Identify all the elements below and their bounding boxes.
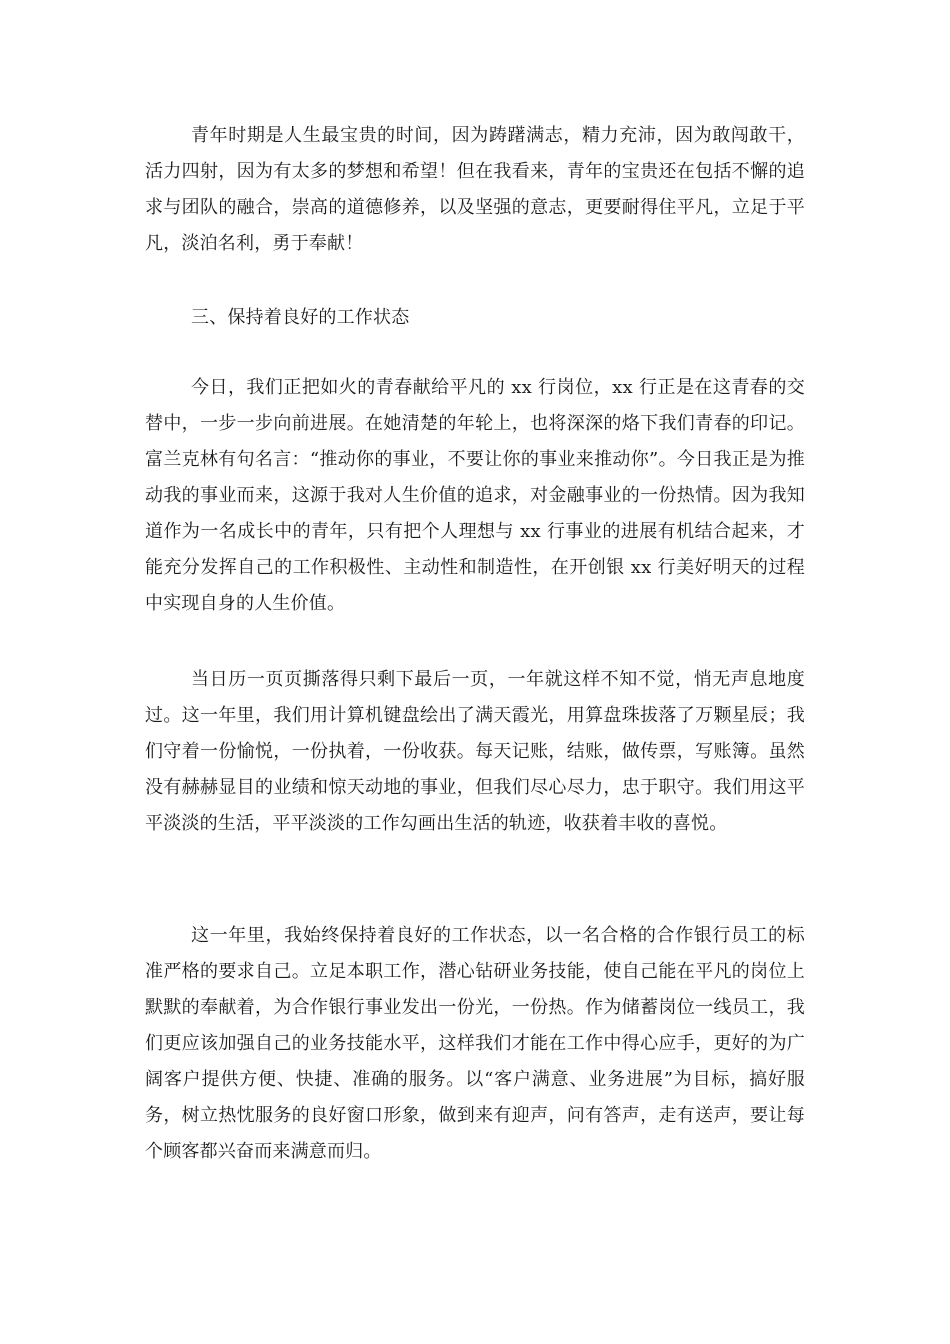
paragraph-youth-value: 青年时期是人生最宝贵的时间，因为踌躇满志，精力充沛，因为敢闯敢干，活力四射，因为有太多的梦想和希望！但在我看来，青年的宝贵还在包括不懈的追求与团队的融合，崇高的道德修养，以及坚强的意志，更要耐得住平凡，立足于平凡，淡泊名利，勇于奉献！ [145,125,805,254]
paragraph-career-commitment: 今日，我们正把如火的青春献给平凡的 xx 行岗位，xx 行正是在这青春的交替中，一步一步向前进展。在她清楚的年轮上，也将深深的烙下我们青春的印记。富兰克林有句名言：“推动你的事业，不要让你的事业来推动你”。今日我正是为推动我的事业而来，这源于我对人生价值的追求，对金融事业的一份热情。因为我知道作为一名成长中的青年，只有把个人理想与 xx 行事业的进展有机结合起来，才能充分发挥自己的工作积极性、主动性和制造性，在开创银 xx 行美好明天的过程中实现自身的人生价值。 [145,377,805,614]
section-heading: 三、保持着良好的工作状态 [191,307,410,328]
paragraph-work-attitude: 这一年里，我始终保持着良好的工作状态，以一名合格的合作银行员工的标准严格的要求自己。立足本职工作，潜心钻研业务技能，使自己能在平凡的岗位上默默的奉献着，为合作银行事业发出一份光，一份热。作为储蓄岗位一线员工，我们更应该加强自己的业务技能水平，这样我们才能在工作中得心应手，更好的为广阔客户提供方便、快捷、准确的服务。以“客户满意、业务进展”为目标，搞好服务，树立热忱服务的良好窗口形象，做到来有迎声，问有答声，走有送声，要让每个顾客都兴奋而来满意而归。 [145,925,805,1162]
paragraph-year-review: 当日历一页页撕落得只剩下最后一页，一年就这样不知不觉，悄无声息地度过。这一年里，我们用计算机键盘绘出了满天霞光，用算盘珠拔落了万颗星辰；我们守着一份愉悦，一份执着，一份收获。每天记账，结账，做传票，写账簿。虽然没有赫赫显目的业绩和惊天动地的事业，但我们尽心尽力，忠于职守。我们用这平平淡淡的生活，平平淡淡的工作勾画出生活的轨迹，收获着丰收的喜悦。 [145,669,805,834]
